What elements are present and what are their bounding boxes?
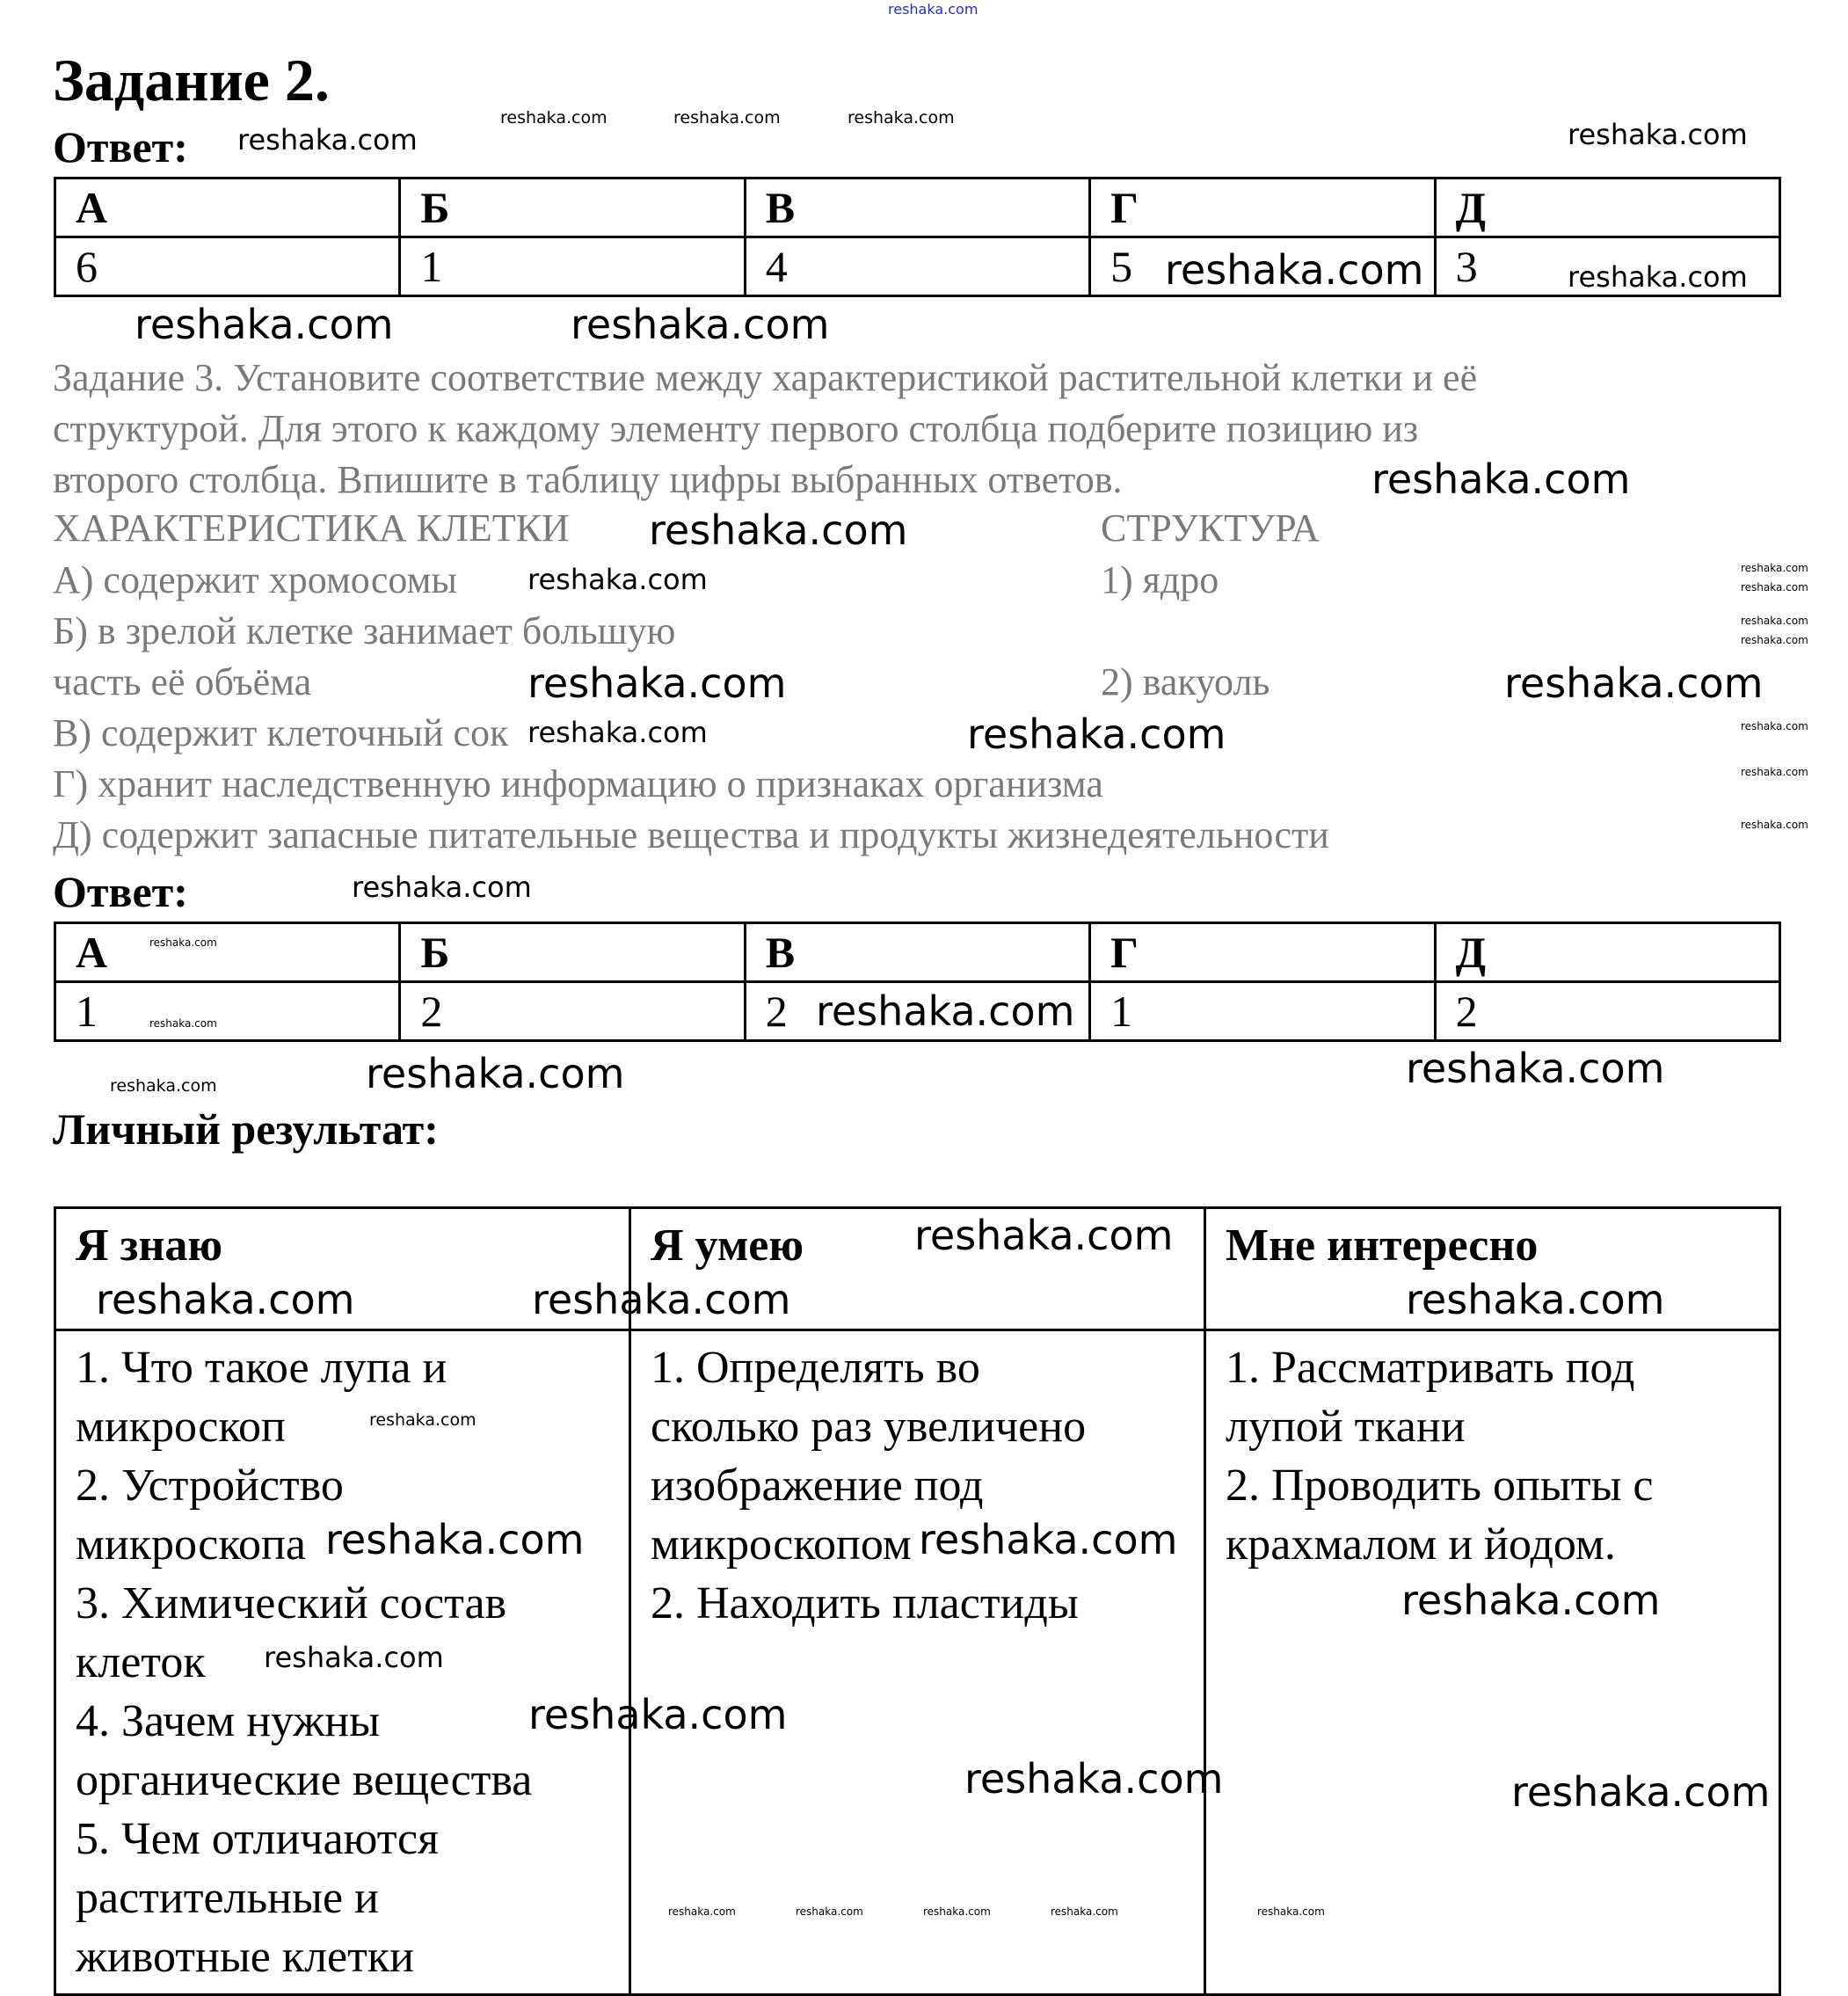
header-cell: А: [55, 923, 400, 982]
header-cell: Г: [1090, 178, 1435, 237]
characteristic-item: часть её объёма: [53, 660, 312, 703]
watermark: reshaka.com: [1406, 1276, 1665, 1323]
list-line: 2. Проводить опыты с: [1226, 1461, 1654, 1511]
watermark: reshaka.com: [366, 1050, 625, 1097]
watermark: reshaka.com: [264, 1641, 444, 1674]
value-cell: 1: [1090, 982, 1435, 1041]
watermark: reshaka.com: [1504, 659, 1764, 707]
task3-prompt: [53, 353, 1477, 506]
list-line: лупой ткани: [1226, 1402, 1466, 1452]
watermark: reshaka.com: [135, 301, 394, 348]
task2-title: Задание 2.: [53, 47, 330, 113]
header-cell: Г: [1090, 923, 1435, 982]
watermark: reshaka.com: [1401, 1577, 1661, 1624]
value-cell: 2: [1435, 982, 1779, 1041]
watermark: reshaka.com: [528, 1691, 788, 1738]
characteristic-item: Д) содержит запасные питательные вещества и продукты жизнедеятельности: [53, 813, 1329, 856]
prompt-line: Задание 3. Установите соответствие между характеристикой растительной клетки и её: [53, 356, 1478, 399]
watermark: reshaka.com: [149, 1017, 217, 1030]
task3-answer-label: Ответ:: [53, 867, 188, 916]
characteristic-item: В) содержит клеточный сок: [53, 711, 509, 754]
interested-cell: [1205, 1330, 1780, 1995]
watermark: reshaka.com: [796, 1905, 863, 1918]
watermark: reshaka.com: [527, 563, 708, 596]
prompt-line: второго столбца. Впишите в таблицу цифры выбранных ответов.: [53, 458, 1123, 501]
list-line: крахмалом и йодом.: [1226, 1519, 1616, 1570]
characteristic-item: А) содержит хромосомы: [53, 558, 457, 601]
watermark: reshaka.com: [369, 1410, 477, 1430]
can-cell: [630, 1330, 1205, 1995]
watermark: reshaka.com: [96, 1276, 355, 1323]
list-line: органические вещества: [76, 1755, 533, 1805]
watermark: reshaka.com: [1741, 766, 1808, 778]
value-cell: 2: [745, 982, 1089, 1041]
watermark: reshaka.com: [325, 1516, 585, 1563]
value-cell: 3: [1435, 237, 1779, 296]
watermark: reshaka.com: [1371, 455, 1631, 503]
header-cell: А: [55, 178, 400, 237]
watermark: reshaka.com: [527, 659, 787, 707]
list-line: 1. Рассматривать под: [1226, 1343, 1635, 1393]
list-line: микроскопом: [651, 1519, 912, 1570]
personal-result-title: Личный результат:: [53, 1104, 439, 1154]
watermark: reshaka.com: [527, 716, 708, 749]
watermark: reshaka.com: [1568, 118, 1748, 151]
list-line: изображение под: [651, 1461, 984, 1511]
structure-item: 2) вакуоль: [1101, 660, 1270, 703]
watermark: reshaka.com: [110, 1076, 217, 1096]
watermark: reshaka.com: [668, 1905, 736, 1918]
watermark: reshaka.com: [673, 108, 781, 127]
header-cell: Мне интересно: [1205, 1208, 1780, 1330]
watermark: reshaka.com: [237, 123, 418, 157]
watermark: reshaka.com: [888, 1, 979, 18]
table-header-row: [55, 178, 1780, 237]
prompt-line: структурой. Для этого к каждому элементу первого столбца подберите позицию из: [53, 407, 1419, 450]
watermark: reshaka.com: [914, 1212, 1174, 1259]
watermark: reshaka.com: [532, 1276, 791, 1323]
watermark: reshaka.com: [923, 1905, 991, 1918]
watermark: reshaka.com: [1741, 615, 1808, 627]
watermark: reshaka.com: [1741, 634, 1808, 646]
list-line: 5. Чем отличаются: [76, 1814, 440, 1864]
list-line: растительные и: [76, 1873, 379, 1923]
watermark: reshaka.com: [919, 1516, 1178, 1563]
watermark: reshaka.com: [1741, 581, 1808, 594]
value-cell: 6: [55, 237, 400, 296]
watermark: reshaka.com: [816, 987, 1075, 1035]
header-cell: Б: [400, 923, 745, 982]
list-line: 2. Устройство: [76, 1461, 344, 1511]
task2-answer-table: [54, 177, 1781, 297]
list-line: 3. Химический состав: [76, 1578, 507, 1628]
value-cell: 1: [400, 237, 745, 296]
watermark: reshaka.com: [1165, 246, 1424, 294]
structure-item: 1) ядро: [1101, 558, 1219, 601]
characteristic-item: Б) в зрелой клетке занимает большую: [53, 609, 676, 652]
header-cell: В: [745, 923, 1089, 982]
table-row: [55, 237, 1780, 296]
list-line: животные клетки: [76, 1932, 414, 1982]
watermark: reshaka.com: [149, 936, 217, 949]
watermark: reshaka.com: [649, 506, 908, 554]
watermark: reshaka.com: [1257, 1905, 1325, 1918]
watermark: reshaka.com: [500, 108, 608, 127]
list-line: 1. Определять во: [651, 1343, 980, 1393]
list-line: клеток: [76, 1637, 206, 1687]
watermark: reshaka.com: [571, 301, 830, 348]
list-line: сколько раз увеличено: [651, 1402, 1087, 1452]
value-cell: 1: [55, 982, 400, 1041]
watermark: reshaka.com: [1511, 1768, 1771, 1816]
list-line: 4. Зачем нужны: [76, 1696, 381, 1746]
header-cell: Д: [1435, 923, 1779, 982]
characteristic-item: Г) хранит наследственную информацию о признаках организма: [53, 762, 1103, 805]
header-cell: В: [745, 178, 1089, 237]
watermark: reshaka.com: [1406, 1045, 1665, 1092]
header-cell: Б: [400, 178, 745, 237]
task2-answer-label: Ответ:: [53, 122, 188, 171]
watermark: reshaka.com: [1741, 562, 1808, 574]
list-line: микроскоп: [76, 1402, 286, 1452]
watermark: reshaka.com: [1051, 1905, 1118, 1918]
table-header-row: [55, 923, 1780, 982]
watermark: reshaka.com: [352, 871, 532, 904]
header-cell: Я умею: [630, 1208, 1205, 1330]
watermark: reshaka.com: [964, 1755, 1224, 1803]
watermark: reshaka.com: [1741, 720, 1808, 732]
header-cell: Д: [1435, 178, 1779, 237]
watermark: reshaka.com: [1741, 819, 1808, 831]
header-cell: Я знаю: [55, 1208, 630, 1330]
watermark: reshaka.com: [967, 710, 1226, 758]
structure-header: СТРУКТУРА: [1101, 506, 1320, 550]
value-cell: 2: [400, 982, 745, 1041]
watermark: reshaka.com: [1568, 260, 1748, 294]
list-line: 1. Что такое лупа и: [76, 1343, 447, 1393]
list-line: микроскопа: [76, 1519, 306, 1570]
characteristics-header: ХАРАКТЕРИСТИКА КЛЕТКИ: [53, 506, 570, 550]
watermark: reshaka.com: [848, 108, 955, 127]
value-cell: 4: [745, 237, 1089, 296]
list-line: 2. Находить пластиды: [651, 1578, 1079, 1628]
value-cell: 5: [1090, 237, 1435, 296]
